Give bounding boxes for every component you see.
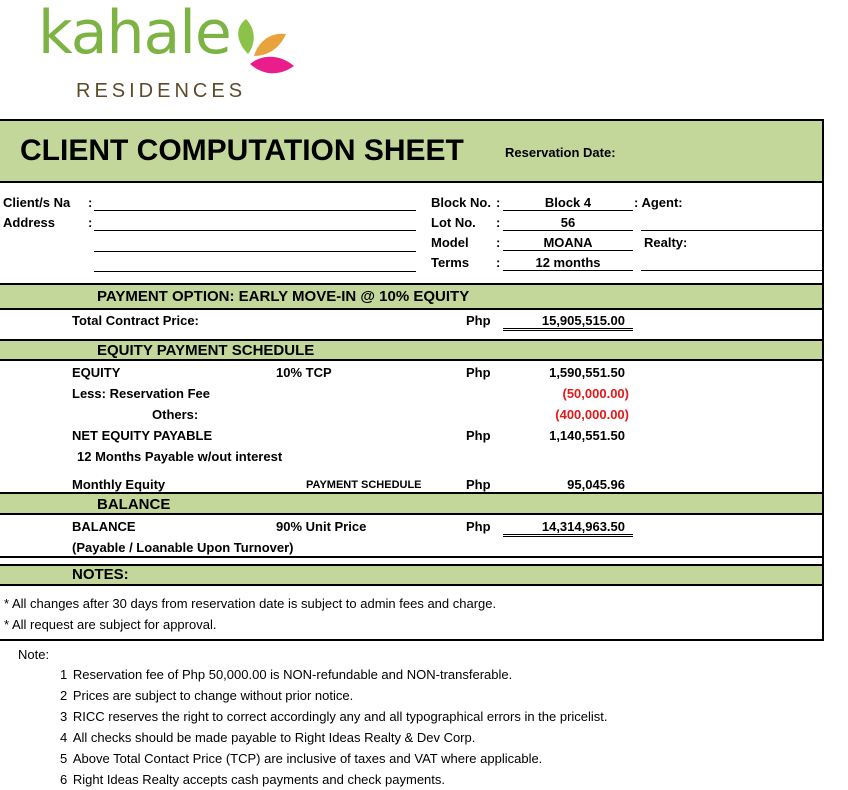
monthly-currency: Php	[466, 477, 491, 492]
footer-note-text: Prices are subject to change without prior notice.	[72, 688, 354, 703]
footer-note-text: RICC reserves the right to correct accordingly any and all typographical errors in the pricelist.	[72, 709, 608, 724]
payment-option-heading: PAYMENT OPTION: EARLY MOVE-IN @ 10% EQUITY	[97, 288, 470, 305]
footer-note-item	[60, 709, 608, 724]
colon: :	[88, 215, 93, 230]
balance-label: BALANCE	[72, 519, 136, 534]
colon: :	[88, 195, 93, 210]
address-field-2[interactable]	[94, 251, 416, 252]
equity-value: 1,590,551.50	[549, 365, 625, 380]
footer-note-text: All checks should be made payable to Right Ideas Realty & Dev Corp.	[72, 730, 476, 745]
realty-field[interactable]	[641, 270, 823, 271]
others-value: (400,000.00)	[555, 407, 629, 422]
footer-note-item	[60, 751, 542, 766]
note-item: * All request are subject for approval.	[4, 617, 217, 632]
footer-note-number: 5	[60, 751, 68, 766]
net-equity-value: 1,140,551.50	[549, 428, 625, 443]
colon: :	[496, 195, 501, 210]
terms-value: 12 months	[535, 255, 601, 270]
footer-note-item	[60, 730, 475, 745]
brand-tagline: RESIDENCES	[76, 80, 247, 102]
footer-note-item	[60, 667, 512, 682]
reservation-fee-value: (50,000.00)	[562, 386, 629, 401]
colon: :	[496, 255, 501, 270]
balance-currency: Php	[466, 519, 491, 534]
agent-field[interactable]	[641, 230, 823, 231]
months-payable-label: 12 Months Payable w/out interest	[77, 449, 283, 464]
client-name-label: Client/s Na	[3, 195, 71, 210]
terms-label: Terms	[431, 255, 470, 270]
footer-note-text: Above Total Contact Price (TCP) are inclusive of taxes and VAT where applicable.	[72, 751, 543, 766]
notes-heading: NOTES:	[72, 566, 129, 583]
footer-note-number: 2	[60, 688, 68, 703]
brand-name: kahale	[38, 0, 231, 68]
equity-pct: 10% TCP	[276, 365, 332, 380]
footer-note-number: 6	[60, 772, 68, 787]
block-label: Block No.	[431, 195, 491, 210]
lot-label: Lot No.	[431, 215, 476, 230]
footer-note-number: 4	[60, 730, 68, 745]
footer-note-heading: Note:	[18, 647, 50, 662]
balance-note: (Payable / Loanable Upon Turnover)	[72, 540, 294, 555]
block-value: Block 4	[544, 195, 592, 210]
model-value: MOANA	[543, 235, 593, 250]
equity-label: EQUITY	[72, 365, 121, 380]
model-label: Model	[431, 235, 469, 250]
monthly-equity-value: 95,045.96	[567, 477, 625, 492]
footer-note-number: 3	[60, 709, 68, 724]
leaf-logo-icon	[228, 14, 298, 84]
equity-currency: Php	[466, 365, 491, 380]
agent-label: : Agent:	[634, 195, 683, 210]
lot-value: 56	[560, 215, 576, 230]
payment-schedule-label: PAYMENT SCHEDULE	[306, 479, 422, 491]
reservation-date-label: Reservation Date:	[505, 145, 616, 160]
colon: :	[496, 215, 501, 230]
reservation-fee-label: Less: Reservation Fee	[72, 386, 211, 401]
balance-pct: 90% Unit Price	[276, 519, 367, 534]
sheet-title: CLIENT COMPUTATION SHEET	[20, 134, 464, 167]
footer-note-item	[60, 688, 353, 703]
colon: :	[496, 235, 501, 250]
equity-heading: EQUITY PAYMENT SCHEDULE	[97, 342, 315, 359]
net-equity-label: NET EQUITY PAYABLE	[72, 428, 213, 443]
footer-note-text: Right Ideas Realty accepts cash payments and check payments.	[72, 772, 445, 787]
tcp-value: 15,905,515.00	[541, 313, 625, 328]
others-label: Others:	[152, 407, 199, 422]
footer-note-item	[60, 772, 445, 787]
address-field-1[interactable]	[94, 230, 416, 231]
tcp-currency: Php	[466, 313, 491, 328]
address-label: Address	[3, 215, 56, 230]
address-field-3[interactable]	[94, 271, 416, 272]
footer-note-number: 1	[60, 667, 68, 682]
monthly-equity-label: Monthly Equity	[72, 477, 166, 492]
logo	[38, 0, 300, 103]
balance-heading: BALANCE	[97, 496, 171, 513]
balance-value: 14,314,963.50	[541, 519, 625, 534]
tcp-label: Total Contract Price:	[72, 313, 199, 328]
realty-label: Realty:	[644, 235, 688, 250]
net-equity-currency: Php	[466, 428, 491, 443]
note-item: * All changes after 30 days from reservation date is subject to admin fees and charge.	[4, 596, 497, 611]
client-name-field[interactable]	[94, 210, 416, 211]
footer-note-text: Reservation fee of Php 50,000.00 is NON-refundable and NON-transferable.	[72, 667, 513, 682]
sheet-frame	[0, 119, 824, 641]
